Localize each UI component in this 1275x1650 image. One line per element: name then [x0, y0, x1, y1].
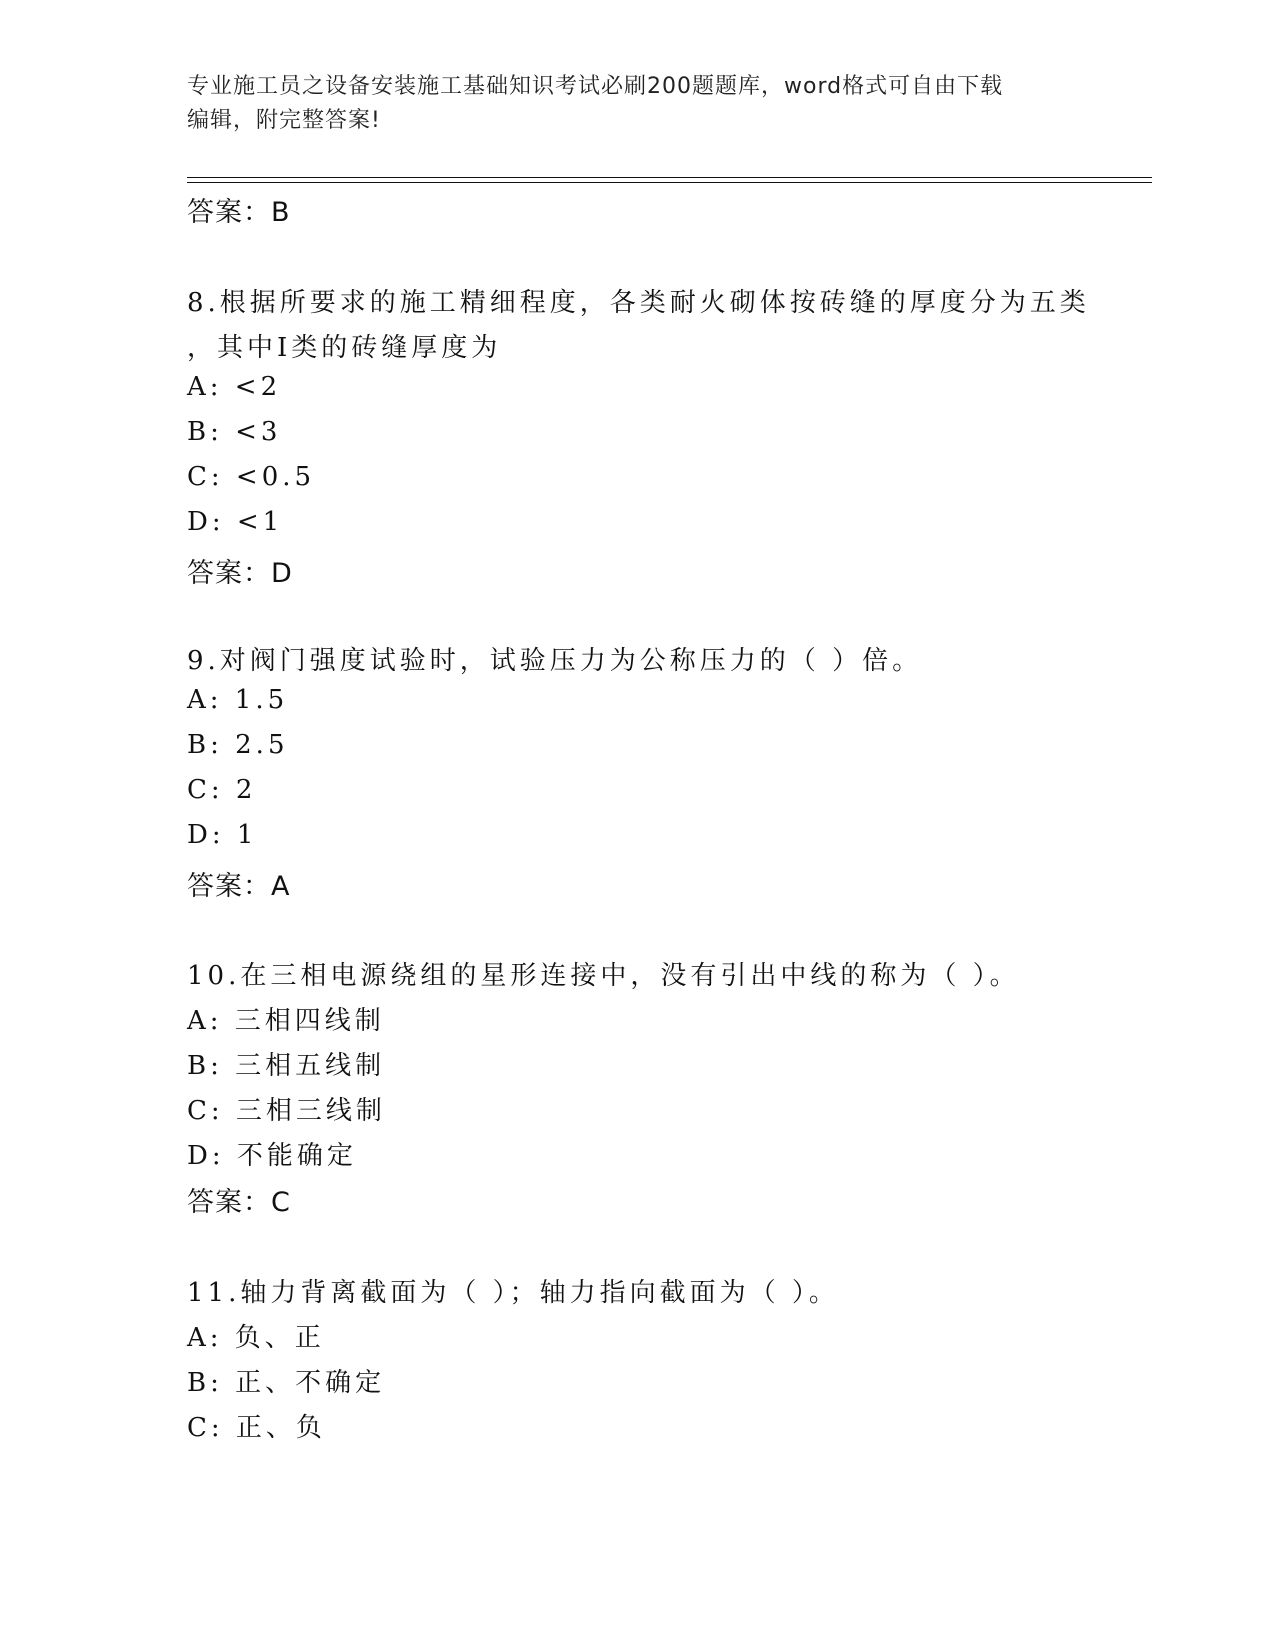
question-8-option-a: A: <2 [187, 372, 282, 402]
question-11-option-a: A: 负、正 [187, 1323, 325, 1353]
question-9-option-a: A: 1.5 [187, 685, 289, 715]
question-11-option-b: B: 正、不确定 [187, 1368, 386, 1398]
question-10-option-c: C: 三相三线制 [187, 1096, 386, 1126]
question-9-stem: 9.对阀门强度试验时，试验压力为公称压力的（ ）倍。 [187, 646, 923, 676]
header-title-line2: 编辑，附完整答案! [187, 108, 381, 133]
question-9-option-b: B: 2.5 [187, 730, 289, 760]
question-8-stem-line2: ，其中Ⅰ类的砖缝厚度为 [187, 333, 502, 363]
question-10-stem: 10.在三相电源绕组的星形连接中，没有引出中线的称为（ ）。 [187, 961, 1020, 991]
question-8-option-c: C: <0.5 [187, 462, 316, 492]
header-divider-bottom [187, 182, 1152, 183]
question-11-stem: 11.轴力背离截面为（ ）；轴力指向截面为（ ）。 [187, 1278, 839, 1308]
page-header [187, 70, 1067, 138]
question-10-option-b: B: 三相五线制 [187, 1051, 386, 1081]
question-9-answer: 答案：A [187, 871, 291, 902]
question-10-answer: 答案：C [187, 1187, 291, 1218]
question-10-option-a: A: 三相四线制 [187, 1006, 385, 1036]
previous-answer: 答案：B [187, 197, 291, 228]
question-8-option-d: D: <1 [187, 507, 284, 537]
question-10-option-d: D: 不能确定 [187, 1141, 357, 1171]
header-title-line1: 专业施工员之设备安装施工基础知识考试必刷200题题库，word格式可自由下载 [187, 74, 1004, 99]
question-9-option-c: C: 2 [187, 775, 257, 805]
question-8-option-b: B: <3 [187, 417, 282, 447]
question-9-option-d: D: 1 [187, 820, 258, 850]
question-8-answer: 答案：D [187, 558, 293, 589]
header-divider-top [187, 177, 1152, 178]
question-8-stem-line1: 8.根据所要求的施工精细程度，各类耐火砌体按砖缝的厚度分为五类 [187, 288, 1090, 318]
question-11-option-c: C: 正、负 [187, 1413, 326, 1443]
